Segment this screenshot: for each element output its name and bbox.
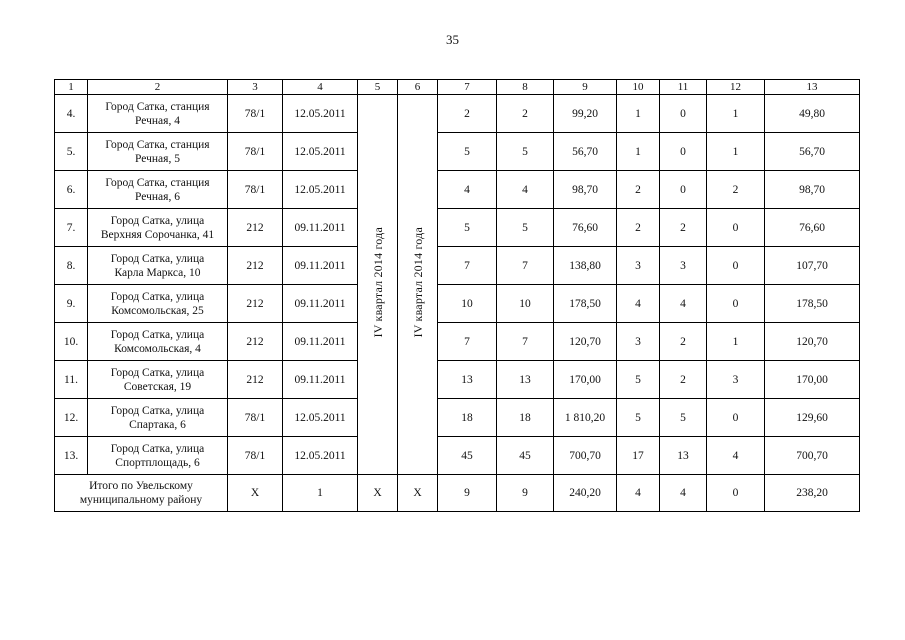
cell-col8: 2 bbox=[497, 95, 554, 133]
cell-col13: 107,70 bbox=[765, 247, 860, 285]
total-col5: X bbox=[358, 475, 398, 512]
address-cell bbox=[88, 247, 228, 285]
address-line-1: Город Сатка, улица bbox=[110, 290, 205, 303]
cell-col9: 76,60 bbox=[554, 209, 617, 247]
address-cell bbox=[88, 285, 228, 323]
address-line-2: Карла Маркса, 10 bbox=[114, 266, 201, 279]
cell-col4: 09.11.2011 bbox=[283, 209, 358, 247]
cell-col12: 0 bbox=[707, 285, 765, 323]
cell-col3: 78/1 bbox=[228, 171, 283, 209]
cell-col8: 13 bbox=[497, 361, 554, 399]
cell-col4: 12.05.2011 bbox=[283, 399, 358, 437]
total-col6: X bbox=[398, 475, 438, 512]
cell-col11: 2 bbox=[660, 323, 707, 361]
table-row bbox=[55, 171, 860, 209]
table-row bbox=[55, 247, 860, 285]
row-number: 7. bbox=[55, 209, 88, 247]
cell-col4: 09.11.2011 bbox=[283, 361, 358, 399]
cell-col3: 212 bbox=[228, 361, 283, 399]
cell-col7: 7 bbox=[438, 323, 497, 361]
total-label-line: Итого по Увельскому bbox=[89, 480, 193, 492]
period-label: IV квартал 2014 года bbox=[410, 227, 425, 338]
total-col4: 1 bbox=[283, 475, 358, 512]
header-cell: 12 bbox=[707, 80, 765, 95]
cell-col10: 1 bbox=[617, 133, 660, 171]
address-line-2: Речная, 4 bbox=[135, 114, 180, 127]
cell-col4: 12.05.2011 bbox=[283, 133, 358, 171]
merged-period-cell-col6 bbox=[398, 95, 438, 475]
address-cell bbox=[88, 209, 228, 247]
table-row bbox=[55, 285, 860, 323]
cell-col13: 98,70 bbox=[765, 171, 860, 209]
cell-col11: 0 bbox=[660, 133, 707, 171]
total-col8: 9 bbox=[497, 475, 554, 512]
cell-col8: 7 bbox=[497, 323, 554, 361]
cell-col10: 17 bbox=[617, 437, 660, 475]
address-line-2: Комсомольская, 25 bbox=[111, 304, 204, 317]
header-cell: 10 bbox=[617, 80, 660, 95]
cell-col7: 10 bbox=[438, 285, 497, 323]
cell-col7: 13 bbox=[438, 361, 497, 399]
cell-col7: 4 bbox=[438, 171, 497, 209]
data-table bbox=[54, 79, 860, 512]
cell-col12: 0 bbox=[707, 247, 765, 285]
table-row bbox=[55, 95, 860, 133]
cell-col10: 3 bbox=[617, 247, 660, 285]
table-row bbox=[55, 133, 860, 171]
address-cell bbox=[88, 133, 228, 171]
cell-col7: 7 bbox=[438, 247, 497, 285]
cell-col11: 0 bbox=[660, 171, 707, 209]
cell-col4: 12.05.2011 bbox=[283, 171, 358, 209]
cell-col9: 98,70 bbox=[554, 171, 617, 209]
address-line-1: Город Сатка, улица bbox=[110, 328, 205, 341]
address-cell bbox=[88, 95, 228, 133]
total-col3: X bbox=[228, 475, 283, 512]
total-label-line: муниципальному району bbox=[79, 494, 203, 506]
address-cell bbox=[88, 399, 228, 437]
cell-col13: 129,60 bbox=[765, 399, 860, 437]
address-line-2: Спортплощадь, 6 bbox=[115, 456, 200, 469]
cell-col12: 1 bbox=[707, 323, 765, 361]
cell-col11: 4 bbox=[660, 285, 707, 323]
row-number: 4. bbox=[55, 95, 88, 133]
cell-col11: 0 bbox=[660, 95, 707, 133]
cell-col9: 138,80 bbox=[554, 247, 617, 285]
cell-col7: 45 bbox=[438, 437, 497, 475]
row-number: 12. bbox=[55, 399, 88, 437]
cell-col12: 0 bbox=[707, 209, 765, 247]
total-col12: 0 bbox=[707, 475, 765, 512]
cell-col11: 13 bbox=[660, 437, 707, 475]
cell-col8: 4 bbox=[497, 171, 554, 209]
total-col7: 9 bbox=[438, 475, 497, 512]
cell-col10: 3 bbox=[617, 323, 660, 361]
cell-col3: 78/1 bbox=[228, 399, 283, 437]
header-cell: 1 bbox=[55, 80, 88, 95]
row-number: 5. bbox=[55, 133, 88, 171]
address-line-1: Город Сатка, улица bbox=[110, 404, 205, 417]
cell-col13: 178,50 bbox=[765, 285, 860, 323]
cell-col13: 49,80 bbox=[765, 95, 860, 133]
cell-col8: 18 bbox=[497, 399, 554, 437]
cell-col12: 2 bbox=[707, 171, 765, 209]
cell-col11: 2 bbox=[660, 209, 707, 247]
address-cell bbox=[88, 437, 228, 475]
header-cell: 13 bbox=[765, 80, 860, 95]
cell-col3: 78/1 bbox=[228, 133, 283, 171]
address-line-1: Город Сатка, улица bbox=[110, 214, 205, 227]
table-row bbox=[55, 209, 860, 247]
header-cell: 9 bbox=[554, 80, 617, 95]
cell-col10: 2 bbox=[617, 209, 660, 247]
cell-col3: 78/1 bbox=[228, 95, 283, 133]
cell-col10: 4 bbox=[617, 285, 660, 323]
table-row bbox=[55, 437, 860, 475]
row-number: 8. bbox=[55, 247, 88, 285]
cell-col9: 1 810,20 bbox=[554, 399, 617, 437]
cell-col11: 5 bbox=[660, 399, 707, 437]
cell-col8: 45 bbox=[497, 437, 554, 475]
header-cell: 5 bbox=[358, 80, 398, 95]
cell-col4: 09.11.2011 bbox=[283, 285, 358, 323]
row-number: 9. bbox=[55, 285, 88, 323]
address-line-1: Город Сатка, улица bbox=[110, 252, 205, 265]
cell-col11: 2 bbox=[660, 361, 707, 399]
cell-col7: 5 bbox=[438, 209, 497, 247]
cell-col12: 1 bbox=[707, 133, 765, 171]
cell-col13: 120,70 bbox=[765, 323, 860, 361]
cell-col10: 1 bbox=[617, 95, 660, 133]
cell-col7: 2 bbox=[438, 95, 497, 133]
cell-col12: 1 bbox=[707, 95, 765, 133]
cell-col9: 56,70 bbox=[554, 133, 617, 171]
cell-col10: 5 bbox=[617, 399, 660, 437]
address-line-2: Верхняя Сорочанка, 41 bbox=[100, 228, 215, 241]
header-cell: 2 bbox=[88, 80, 228, 95]
cell-col12: 4 bbox=[707, 437, 765, 475]
address-cell bbox=[88, 171, 228, 209]
cell-col10: 5 bbox=[617, 361, 660, 399]
cell-col8: 5 bbox=[497, 209, 554, 247]
cell-col12: 0 bbox=[707, 399, 765, 437]
total-col10: 4 bbox=[617, 475, 660, 512]
cell-col13: 170,00 bbox=[765, 361, 860, 399]
cell-col12: 3 bbox=[707, 361, 765, 399]
cell-col4: 09.11.2011 bbox=[283, 323, 358, 361]
address-line-1: Город Сатка, станция bbox=[105, 100, 210, 113]
merged-period-cell-col5 bbox=[358, 95, 398, 475]
cell-col4: 09.11.2011 bbox=[283, 247, 358, 285]
table-row bbox=[55, 399, 860, 437]
cell-col3: 212 bbox=[228, 285, 283, 323]
address-cell bbox=[88, 361, 228, 399]
cell-col9: 700,70 bbox=[554, 437, 617, 475]
address-line-1: Город Сатка, станция bbox=[105, 138, 210, 151]
row-number: 6. bbox=[55, 171, 88, 209]
period-label: IV квартал 2014 года bbox=[370, 227, 385, 338]
header-cell: 6 bbox=[398, 80, 438, 95]
cell-col10: 2 bbox=[617, 171, 660, 209]
header-cell: 8 bbox=[497, 80, 554, 95]
cell-col4: 12.05.2011 bbox=[283, 437, 358, 475]
cell-col13: 700,70 bbox=[765, 437, 860, 475]
header-cell: 3 bbox=[228, 80, 283, 95]
header-cell: 7 bbox=[438, 80, 497, 95]
cell-col8: 5 bbox=[497, 133, 554, 171]
cell-col11: 3 bbox=[660, 247, 707, 285]
address-line-1: Город Сатка, улица bbox=[110, 366, 205, 379]
page-number: 35 bbox=[446, 32, 459, 47]
cell-col3: 212 bbox=[228, 323, 283, 361]
cell-col4: 12.05.2011 bbox=[283, 95, 358, 133]
cell-col7: 18 bbox=[438, 399, 497, 437]
cell-col9: 99,20 bbox=[554, 95, 617, 133]
total-label bbox=[55, 475, 228, 512]
cell-col9: 170,00 bbox=[554, 361, 617, 399]
cell-col9: 120,70 bbox=[554, 323, 617, 361]
table-row bbox=[55, 361, 860, 399]
header-cell: 4 bbox=[283, 80, 358, 95]
address-line-2: Речная, 6 bbox=[135, 190, 180, 203]
total-row bbox=[55, 475, 860, 512]
header-cell: 11 bbox=[660, 80, 707, 95]
address-line-2: Спартака, 6 bbox=[129, 418, 186, 431]
cell-col8: 7 bbox=[497, 247, 554, 285]
cell-col13: 76,60 bbox=[765, 209, 860, 247]
row-number: 11. bbox=[55, 361, 88, 399]
address-line-1: Город Сатка, улица bbox=[110, 442, 205, 455]
cell-col3: 78/1 bbox=[228, 437, 283, 475]
cell-col9: 178,50 bbox=[554, 285, 617, 323]
header-row bbox=[55, 80, 860, 95]
row-number: 13. bbox=[55, 437, 88, 475]
total-col13: 238,20 bbox=[765, 475, 860, 512]
cell-col3: 212 bbox=[228, 247, 283, 285]
row-number: 10. bbox=[55, 323, 88, 361]
table-row bbox=[55, 323, 860, 361]
address-line-2: Речная, 5 bbox=[135, 152, 180, 165]
cell-col7: 5 bbox=[438, 133, 497, 171]
address-line-2: Советская, 19 bbox=[123, 380, 192, 393]
total-col11: 4 bbox=[660, 475, 707, 512]
address-cell bbox=[88, 323, 228, 361]
address-line-2: Комсомольская, 4 bbox=[114, 342, 201, 355]
cell-col13: 56,70 bbox=[765, 133, 860, 171]
address-line-1: Город Сатка, станция bbox=[105, 176, 210, 189]
total-col9: 240,20 bbox=[554, 475, 617, 512]
cell-col8: 10 bbox=[497, 285, 554, 323]
cell-col3: 212 bbox=[228, 209, 283, 247]
